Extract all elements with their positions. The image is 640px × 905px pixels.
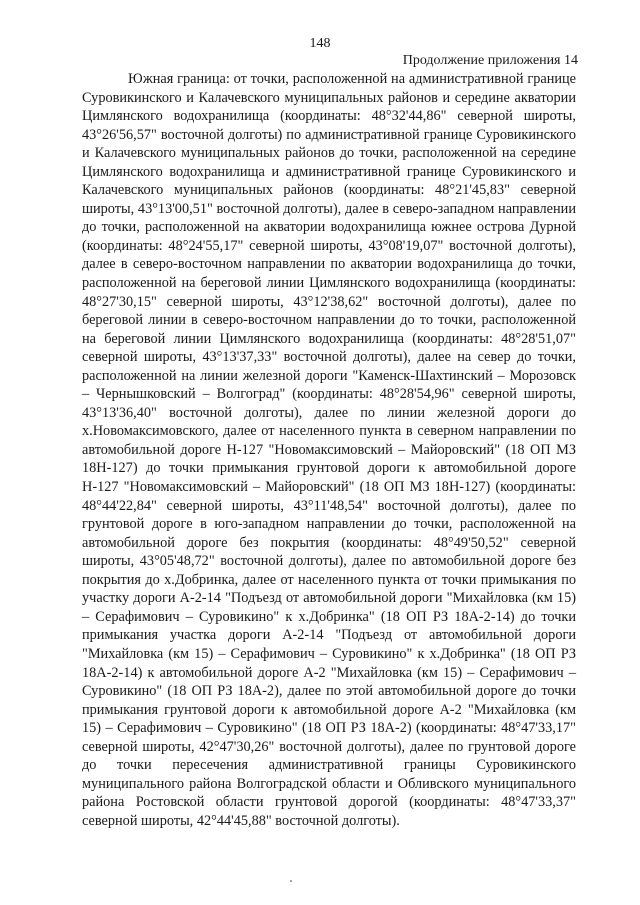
southern-border-paragraph: Южная граница: от точки, расположенной на административной границе Суровикинского и Калачевского муниципальных районов и середине акватории Цимлянского водохранилища (координаты: 48°32'44,86" северной широты, 43°26'56,57" восточной долготы) по административной границе Суровикинского и Калачевского муниципальных районов до точки, расположенной на середине Цимлянского водохранилища и административной границе Суровикинского и Калачевского муниципальных районов (координаты: 48°21'45,83" северной широты, 43°13'00,51" восточной долготы), далее в северо-западном направлении до точки, расположенной на акватории водохранилища южнее острова Дурной (координаты: 48°24'55,17" северной широты, 43°08'19,07" восточной долготы), далее в северо-восточном направлении по акватории водохранилища до точки, расположенной на береговой линии Цимлянского водохранилища (координаты: 48°27'30,15" северной широты, 43°12'38,62" восточной долготы), далее по береговой линии в северо-восточном направлении до то точки, расположенной на береговой линии Цимлянского водохранилища (координаты: 48°28'51,07" северной широты, 43°13'37,33" восточной долготы), далее на север до точки, расположенной на линии железной дороги "Каменск-Шахтинский – Морозовск – Чернышковский – Волгоград" (координаты: 48°28'54,96" северной широты, 43°13'36,40" восточной долготы), далее по линии железной дороги до х.Новомаксимовского, далее от населенного пункта в северном направлении по автомобильной дороге Н-127 "Новомаксимовский – Майоровский" (18 ОП МЗ 18Н-127) до точки примыкания грунтовой дороги к автомобильной дороге Н-127 "Новомаксимовский – Майоровский" (18 ОП МЗ 18Н-127) (координаты: 48°44'22,84" северной широты, 43°11'48,54" восточной долготы), далее по грунтовой дороге в юго-западном направлении до точки, расположенной на автомобильной дороге без покрытия (координаты: 48°49'50,52" северной широты, 43°05'48,72" восточной долготы), далее по автомобильной дороге без покрытия до х.Добринка, далее от населенного пункта от точки примыкания по участку дороги А-2-14 "Подъезд от автомобильной дороги "Михайловка (км 15) – Серафимович – Суровикино" к х.Добринка" (18 ОП РЗ 18А-2-14) до точки примыкания участка дороги А-2-14 "Подъезд от автомобильной дороги "Михайловка (км 15) – Серафимович – Суровикино" к х.Добринка" (18 ОП РЗ 18А-2-14) к автомобильной дороге А-2 "Михайловка (км 15) – Серафимович – Суровикино" (18 ОП РЗ 18А-2), далее по этой автомобильной дороге до точки примыкания грунтовой дороги к автомобильной дороге А-2 "Михайловка (км 15) – Серафимович – Суровикино" (18 ОП РЗ 18А-2) (координаты: 48°47'33,17" северной широты, 42°47'30,26" восточной долготы), далее по грунтовой дороге до точки пересечения административной границы Суровикинского муниципального района Волгоградской области и Обливского муниципального района Ростовской области грунтовой дорогой (координаты: 48°47'33,37" северной широты, 42°44'45,88" восточной долготы). xyxy=(82,71,576,829)
appendix-continuation-note: Продолжение приложения 14 xyxy=(402,53,578,68)
scan-artifact-dot xyxy=(290,880,292,882)
page-number: 148 xyxy=(309,36,331,51)
